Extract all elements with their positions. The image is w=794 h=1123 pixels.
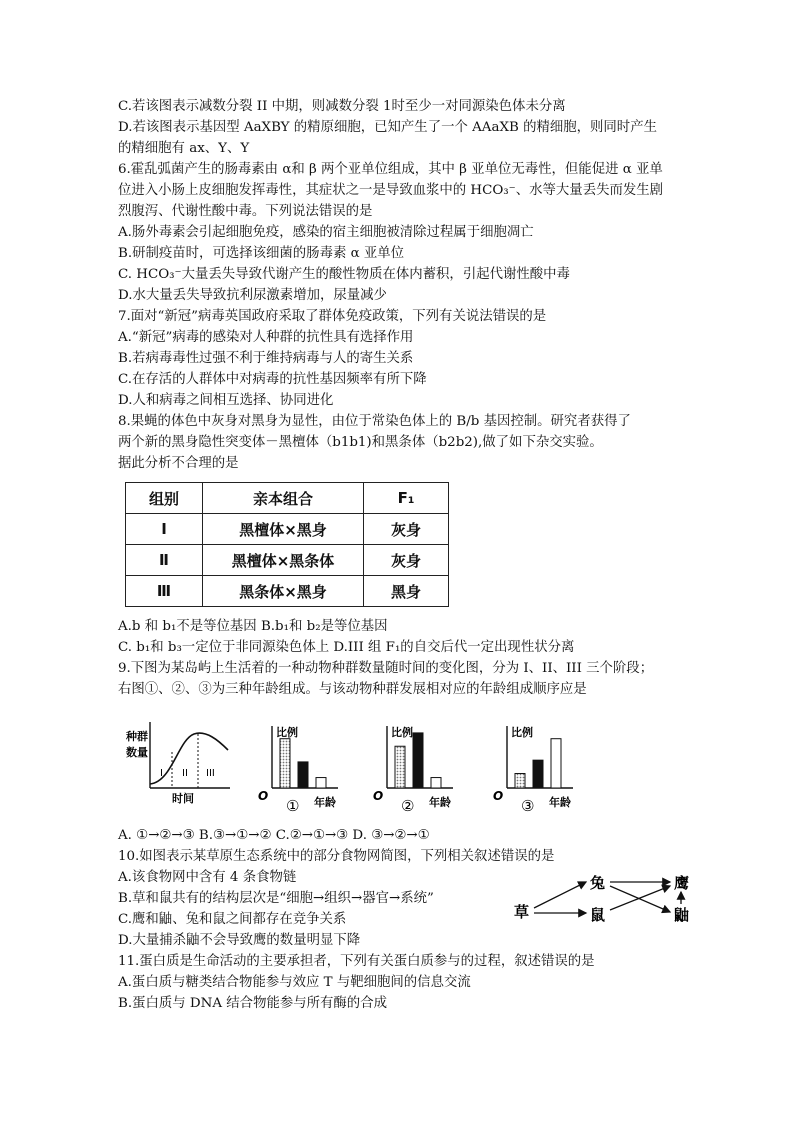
origin-label: O [258, 789, 269, 803]
curve-ylabel-2: 数量 [126, 746, 148, 759]
option-a: A.“新冠”病毒的感染对人种群的抗性具有选择作用 [118, 330, 414, 345]
node-rabbit: 兔 [590, 874, 606, 892]
options-line: C. b₁和 b₃一定位于非同源染色体上 D.III 组 F₁的自交后代一定出现性状分离 [118, 640, 575, 655]
table-cell: Ⅰ [126, 514, 203, 545]
question-10: 10.如图表示某草原生态系统中的部分食物网简图，下列相关叙述错误的是 [118, 849, 555, 864]
table-cell: 黑檀体×黑条体 [203, 545, 364, 576]
text-line: D.若该图表示基因型 AaXBY 的精原细胞，已知产生了一个 AAaXB 的精细胞，则同时产生 [118, 120, 657, 135]
cross-table [125, 482, 449, 607]
table-header: F₁ [364, 483, 449, 514]
age-structure-panels [258, 725, 573, 815]
age-bar [280, 739, 290, 788]
age-bar [533, 760, 543, 788]
option-d: D.人和病毒之间相互选择、协同进化 [118, 393, 334, 408]
option-b: B.若病毒毒性过强不利于维持病毒与人的寄生关系 [118, 351, 414, 366]
panel-label: ② [401, 797, 415, 815]
node-weasel: 鼬 [674, 906, 690, 924]
option-a: A.肠外毒素会引起细胞免疫，感染的宿主细胞被清除过程属于细胞凋亡 [118, 225, 534, 240]
question-8: 8.果蝇的体色中灰身对黑身为显性，由位于常染色体上的 B/b 基因控制。研究者获得了 [118, 414, 631, 429]
panel-label: ① [286, 797, 300, 815]
option-b: B.研制疫苗时，可选择该细菌的肠毒素 α 亚单位 [118, 246, 405, 261]
food-web-diagram [510, 868, 700, 930]
arrow-grass-rabbit [534, 882, 586, 908]
panel-label: ③ [521, 797, 535, 815]
age-bar [316, 778, 326, 788]
bar-ylabel: 比例 [276, 726, 298, 739]
option-c: C.在存活的人群体中对病毒的抗性基因频率有所下降 [118, 372, 427, 387]
table-header: 亲本组合 [203, 483, 364, 514]
table-cell: 黑檀体×黑身 [203, 514, 364, 545]
age-bar [413, 733, 423, 788]
node-grass: 草 [514, 903, 530, 921]
age-bar [515, 774, 525, 789]
question-7: 7.面对“新冠”病毒英国政府采取了群体免疫政策，下列有关说法错误的是 [118, 309, 547, 324]
bar-ylabel: 比例 [511, 726, 533, 739]
table-row [126, 576, 449, 607]
question-6: 6.霍乱弧菌产生的肠毒素由 α和 β 两个亚单位组成，其中 β 亚单位无毒性，但能促进 α 亚单 [118, 162, 663, 177]
text-line: 位进入小肠上皮细胞发挥毒性，其症状之一是导致血浆中的 HCO₃⁻、水等大量丢失而发生剧 [118, 183, 664, 198]
option-d: D.水大量丢失导致抗利尿激素增加，尿量减少 [118, 288, 387, 303]
table-cell: Ⅱ [126, 545, 203, 576]
question-11: 11.蛋白质是生命活动的主要承担者，下列有关蛋白质参与的过程，叙述错误的是 [118, 954, 595, 969]
stage-label: I [160, 768, 163, 779]
option-a: A.该食物网中含有 4 条食物链 [118, 870, 297, 885]
option-c: C.鹰和鼬、兔和鼠之间都存在竞争关系 [118, 912, 347, 927]
text-line: C.若该图表示减数分裂 II 中期，则减数分裂 1时至少一对同源染色体未分离 [118, 99, 566, 114]
table-row [126, 514, 449, 545]
origin-label: O [373, 789, 384, 803]
age-bar [298, 762, 308, 788]
stage-label: III [206, 768, 215, 779]
option-a: A.蛋白质与糖类结合物能参与效应 T 与靶细胞间的信息交流 [118, 975, 471, 990]
age-bar [431, 778, 441, 788]
option-b: B.草和鼠共有的结构层次是“细胞→组织→器官→系统” [118, 891, 434, 906]
table-header: 组别 [126, 483, 203, 514]
table-row [126, 545, 449, 576]
curve-xlabel: 时间 [172, 792, 194, 805]
table-header-row [126, 483, 449, 514]
option-d: D.大量捕杀鼬不会导致鹰的数量明显下降 [118, 933, 361, 948]
age-bar [551, 739, 561, 788]
table-cell: 黑身 [364, 576, 449, 607]
age-bar [395, 746, 405, 788]
text-line: 的精细胞有 ax、Y、Y [118, 141, 250, 156]
text-line: 烈腹泻、代谢性酸中毒。下列说法错误的是 [118, 204, 373, 219]
node-mouse: 鼠 [590, 906, 606, 924]
bar-ylabel: 比例 [391, 726, 413, 739]
age-structure-panel [373, 725, 453, 815]
options-line: A.b 和 b₁不是等位基因 B.b₁和 b₂是等位基因 [118, 619, 388, 634]
option-b: B.蛋白质与 DNA 结合物能参与所有酶的合成 [118, 996, 387, 1011]
table-cell: 黑条体×黑身 [203, 576, 364, 607]
question-9: 9.下图为某岛屿上生活着的一种动物种群数量随时间的变化图，分为 I、II、III 三个阶段； [118, 661, 654, 676]
curve-ylabel-1: 种群 [126, 730, 148, 743]
age-structure-panel [493, 725, 573, 815]
stage-label: II [182, 768, 188, 779]
text-line: 两个新的黑身隐性突变体－黑檀体（b1b1)和黑条体（b2b2),做了如下杂交实验。 [118, 435, 603, 450]
table-cell: 灰身 [364, 545, 449, 576]
bar-xlabel: 年龄 [429, 796, 451, 809]
bar-xlabel: 年龄 [314, 796, 336, 809]
bar-xlabel: 年龄 [549, 796, 571, 809]
table-cell: 灰身 [364, 514, 449, 545]
growth-curve-panel [125, 722, 230, 805]
table-cell: Ⅲ [126, 576, 203, 607]
text-line: 据此分析不合理的是 [118, 456, 239, 471]
node-hawk: 鹰 [674, 874, 690, 892]
option-c: C. HCO₃⁻大量丢失导致代谢产生的酸性物质在体内蓄积，引起代谢性酸中毒 [118, 267, 570, 282]
origin-label: O [493, 789, 504, 803]
text-line: 右图①、②、③为三种年龄组成。与该动物种群发展相对应的年龄组成顺序应是 [118, 682, 587, 697]
age-structure-panel [258, 725, 338, 815]
answer-options-9: A. ①→②→③ B.③→①→② C.②→①→③ D. ③→②→① [118, 828, 430, 843]
population-figure [120, 710, 610, 816]
